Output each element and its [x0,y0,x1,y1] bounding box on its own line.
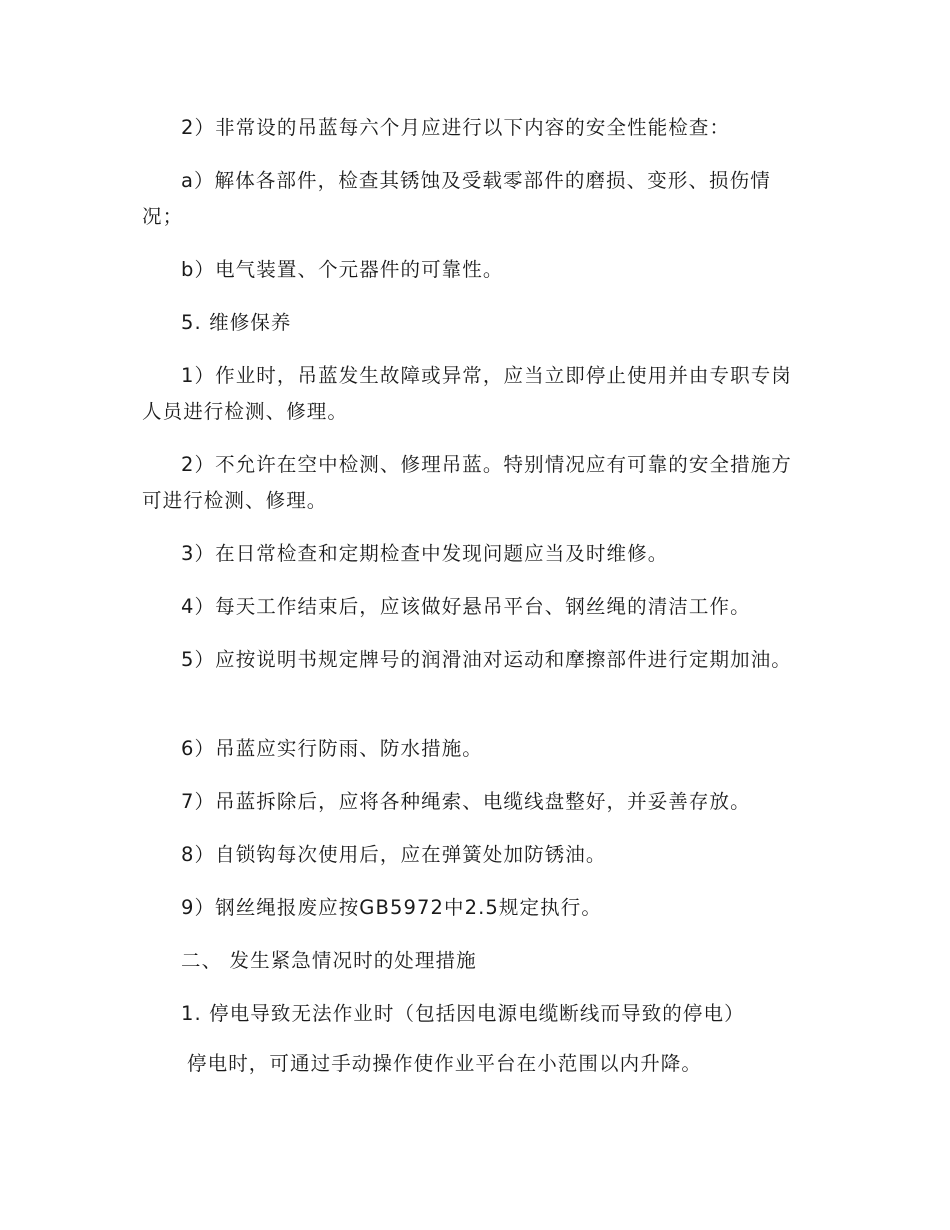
paragraph-no-air-repair: 2）不允许在空中检测、修理吊蓝。特别情况应有可靠的安全措施方可进行检测、修理。 [142,453,792,512]
paragraph-daily-cleaning: 4）每天工作结束后，应该做好悬吊平台、钢丝绳的清洁工作。 [181,595,751,618]
section-heading-emergency: 二、 发生紧急情况时的处理措施 [181,949,477,972]
paragraph-fault-stop: 1）作业时，吊蓝发生故障或异常，应当立即停止使用并由专职专岗人员进行检测、修理。 [142,364,792,423]
paragraph-electrical-reliability: b）电气装置、个元器件的可靠性。 [181,258,504,281]
paragraph-manual-operation: 停电时，可通过手动操作使作业平台在小范围以内升降。 [187,1052,703,1075]
section-heading-maintenance: 5. 维修保养 [181,311,292,334]
paragraph-timely-repair: 3）在日常检查和定期检查中发现问题应当及时维修。 [181,542,669,565]
paragraph-rain-protection: 6）吊蓝应实行防雨、防水措施。 [181,737,483,760]
paragraph-inspection-six-months: 2）非常设的吊蓝每六个月应进行以下内容的安全性能检查： [181,116,731,139]
paragraph-wire-rope-scrap: 9）钢丝绳报废应按GB5972中2.5规定执行。 [181,896,602,919]
paragraph-disassemble-check: a）解体各部件，检查其锈蚀及受载零部件的磨损、变形、损伤情况； [142,169,771,228]
paragraph-storage: 7）吊蓝拆除后，应将各种绳索、电缆线盘整好，并妥善存放。 [181,790,751,813]
paragraph-power-outage: 1. 停电导致无法作业时（包括因电源电缆断线而导致的停电） [181,1002,745,1025]
paragraph-antirust-oil: 8）自锁钩每次使用后，应在弹簧处加防锈油。 [181,843,607,866]
paragraph-lubrication: 5）应按说明书规定牌号的润滑油对运动和摩擦部件进行定期加油。 [181,648,792,671]
